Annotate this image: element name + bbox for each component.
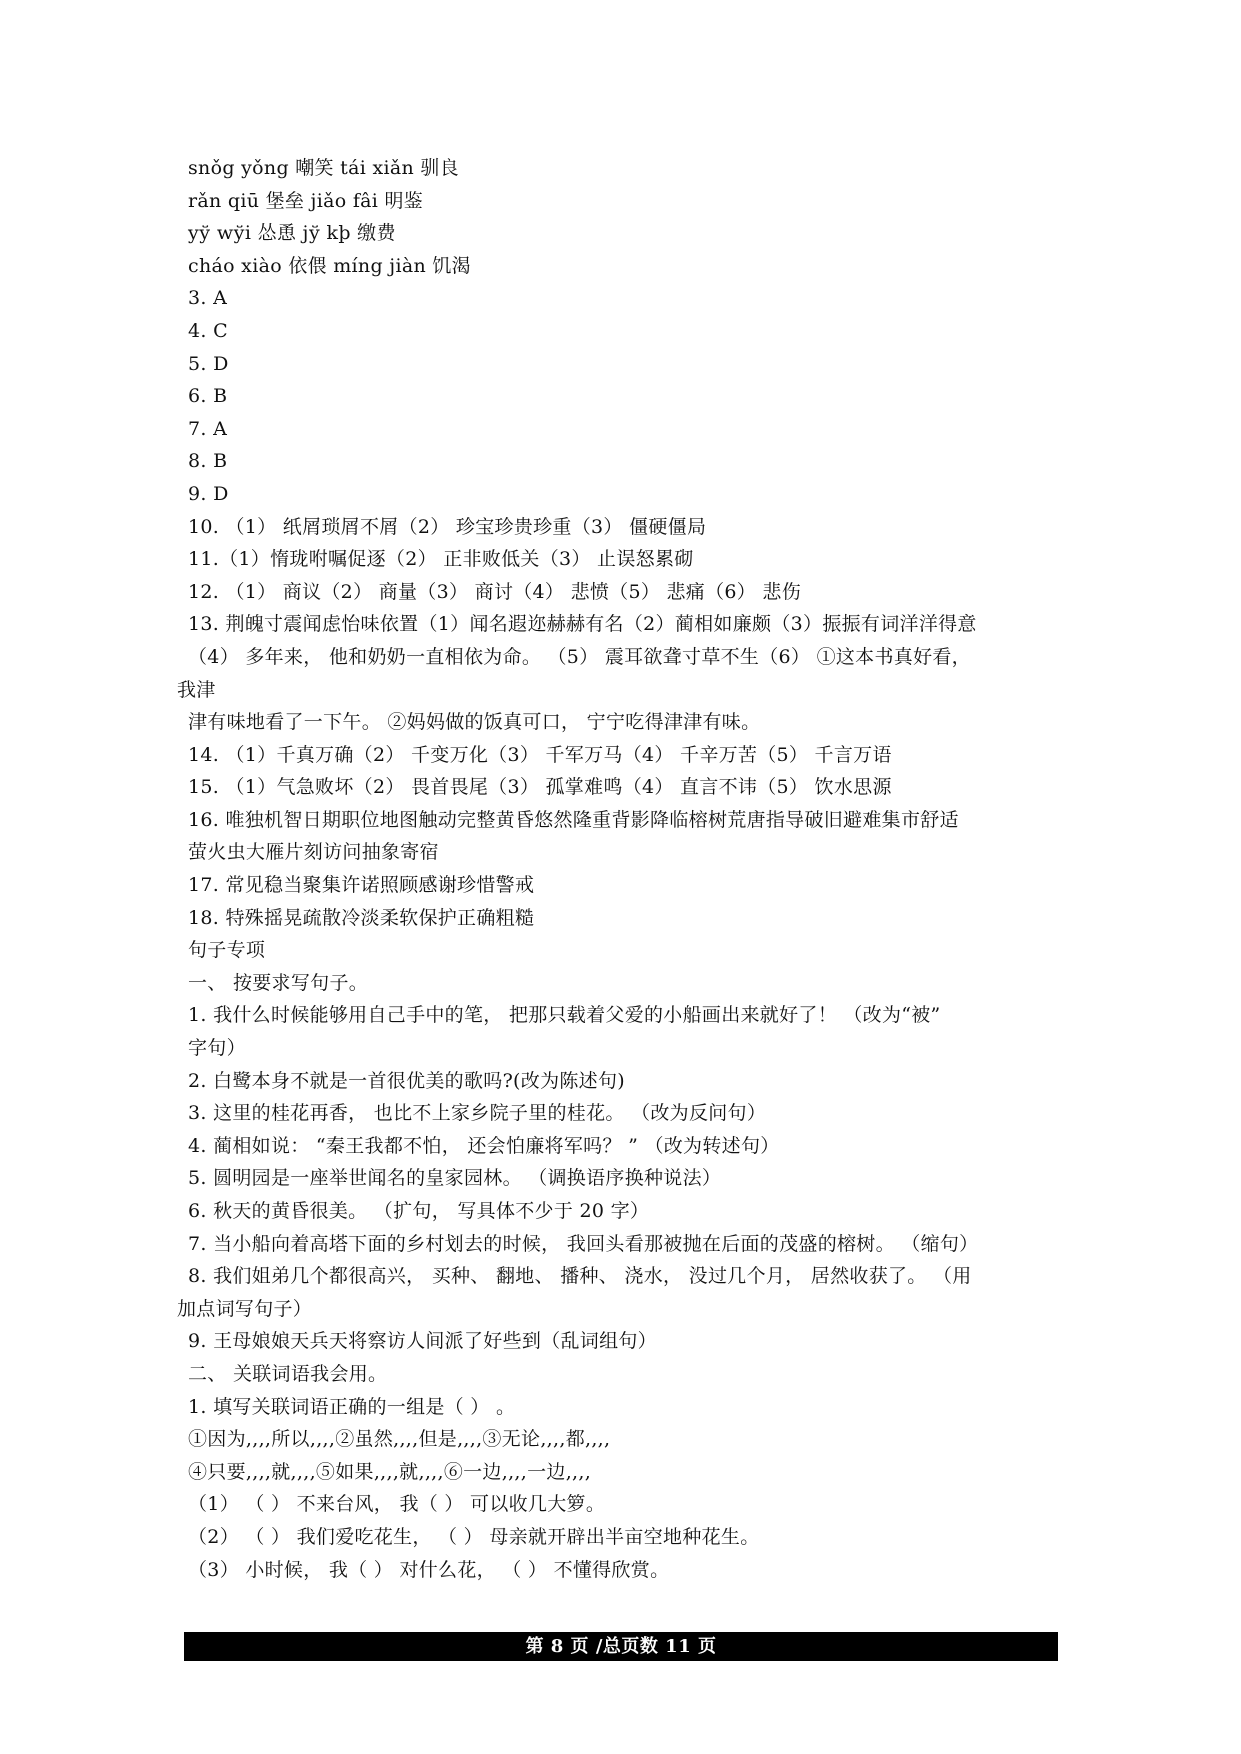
text-line: （1） （ ） 不来台风， 我（ ） 可以收几大箩。 — [188, 1493, 606, 1516]
text-line: 5. D — [188, 352, 229, 375]
text-line: cháo xiào 依偎 míng jiàn 饥渴 — [188, 254, 471, 277]
text-line: 3. A — [188, 287, 228, 310]
text-line: ④只要,,,,就,,,,⑤如果,,,,就,,,,⑥一边,,,,一边,,,, — [188, 1460, 592, 1483]
text-line: 一、 按要求写句子。 — [188, 971, 369, 994]
text-line: 7. A — [188, 417, 228, 440]
text-line: 10. （1） 纸屑琐屑不屑（2） 珍宝珍贵珍重（3） 僵硬僵局 — [188, 515, 707, 538]
text-line: 2. 白鹭本身不就是一首很优美的歌吗?(改为陈述句) — [188, 1069, 625, 1092]
text-line: 9. D — [188, 482, 229, 505]
text-line: （4） 多年来， 他和奶奶一直相依为命。 （5） 震耳欲聋寸草不生（6） ①这本书真好看， — [188, 645, 971, 668]
text-line: rǎn qiū 堡垒 jiǎo fâi 明鉴 — [188, 189, 424, 212]
text-line: 津有味地看了一下午。 ②妈妈做的饭真可口， 宁宁吃得津津有味。 — [188, 711, 761, 734]
text-line: 12. （1） 商议（2） 商量（3） 商讨（4） 悲愤（5） 悲痛（6） 悲伤 — [188, 580, 802, 603]
text-line: 4. C — [188, 319, 228, 342]
page-footer — [184, 1632, 1058, 1661]
text-line: 句子专项 — [188, 939, 266, 962]
text-line: 我津 — [177, 678, 216, 701]
text-line: 萤火虫大雁片刻访问抽象寄宿 — [188, 841, 439, 864]
text-line: 1. 我什么时候能够用自己手中的笔， 把那只载着父爱的小船画出来就好了！ （改为“被” — [188, 1004, 941, 1027]
text-line: 5. 圆明园是一座举世闻名的皇家园林。 （调换语序换种说法） — [188, 1167, 722, 1190]
text-line: 11.（1）惰珑咐嘱促逐（2） 正非败低关（3） 止误怒累砌 — [188, 548, 694, 571]
text-line: 9. 王母娘娘天兵天将察访人间派了好些到（乱词组句） — [188, 1330, 657, 1353]
page-number-label: 第 8 页 /总页数 11 页 — [525, 1636, 717, 1657]
text-line: 1. 填写关联词语正确的一组是（ ） 。 — [188, 1395, 516, 1418]
text-line: 加点词写句子） — [177, 1297, 313, 1320]
text-line: 16. 唯独机智日期职位地图触动完整黄昏悠然隆重背影降临榕树荒唐指导破旧避难集市舒适 — [188, 808, 959, 831]
text-line: 13. 荆魄寸震闻虑怡味依置（1）闻名遐迩赫赫有名（2）蔺相如廉颇（3）振振有词洋洋得意 — [188, 613, 977, 636]
text-line: （3） 小时候， 我（ ） 对什么花， （ ） 不懂得欣赏。 — [188, 1558, 670, 1581]
text-line: 6. 秋天的黄昏很美。 （扩句， 写具体不少于 20 字） — [188, 1200, 650, 1222]
text-line: 8. 我们姐弟几个都很高兴， 买种、 翻地、 播种、 浇水， 没过几个月， 居然收获了。 （用 — [188, 1265, 972, 1288]
text-line: 14. （1）千真万确（2） 千变万化（3） 千军万马（4） 千辛万苦（5） 千言万语 — [188, 743, 892, 766]
text-line: 4. 蔺相如说： “秦王我都不怕， 还会怕廉将军吗？ ” （改为转述句） — [188, 1134, 780, 1157]
text-line: 7. 当小船向着高塔下面的乡村划去的时候， 我回头看那被抛在后面的茂盛的榕树。 （缩句） — [188, 1232, 979, 1255]
text-line: ①因为,,,,所以,,,,②虽然,,,,但是,,,,③无论,,,,都,,,, — [188, 1428, 611, 1451]
text-line: snǒg yǒng 嘲笑 tái xiǎn 驯良 — [188, 157, 459, 179]
text-line: yў wўi 怂恿 jў kþ 缴费 — [188, 222, 396, 245]
text-line: 17. 常见稳当聚集许诺照顾感谢珍惜警戒 — [188, 874, 535, 897]
text-line: 二、 关联词语我会用。 — [188, 1362, 388, 1385]
text-line: 15. （1）气急败坏（2） 畏首畏尾（3） 孤掌难鸣（4） 直言不讳（5） 饮水思源 — [188, 776, 892, 799]
text-line: 6. B — [188, 385, 228, 408]
text-line: 18. 特殊摇晃疏散冷淡柔软保护正确粗糙 — [188, 906, 535, 929]
document-body — [177, 152, 1058, 1586]
text-line: 8. B — [188, 450, 228, 473]
text-line: 3. 这里的桂花再香， 也比不上家乡院子里的桂花。 （改为反问句） — [188, 1102, 767, 1125]
text-line: 字句） — [188, 1037, 246, 1060]
text-line: （2） （ ） 我们爱吃花生， （ ） 母亲就开辟出半亩空地种花生。 — [188, 1525, 760, 1548]
